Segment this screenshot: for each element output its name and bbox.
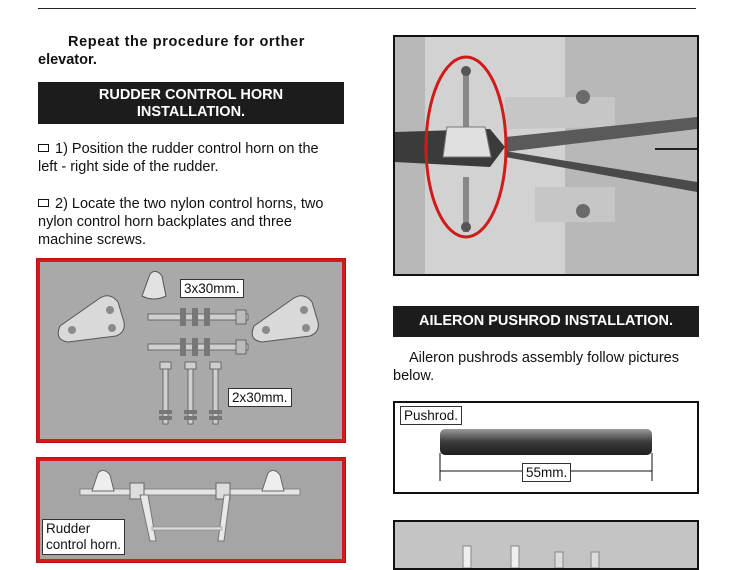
step-2-line-2: nylon control horn backplates and three [38,214,292,230]
step-2 [38,195,348,249]
aileron-text-line-2: below. [393,368,435,384]
step-2-line-3: machine screws. [38,232,146,248]
dimension-label: 55mm. [522,463,571,482]
intro-line-2: elevator. [38,52,97,68]
step-1-checkbox[interactable] [38,144,49,152]
section-header-line-2: INSTALLATION. [136,104,246,120]
section-header-rudder [38,82,344,124]
section-header-aileron: AILERON PUSHROD INSTALLATION. [393,306,699,337]
rudder-horn-label-line-2: control horn. [46,537,122,552]
top-rule [38,8,696,9]
pushrod-photo [393,401,699,494]
step-1-line-2: left - right side of the rudder. [38,159,219,175]
pushrod-parts-photo [393,520,699,570]
step-1-line-1: 1) Position the rudder control horn on the [55,141,319,157]
elevator-horn-illustration [395,37,697,274]
aileron-text-line-1: Aileron pushrods assembly follow pictures [409,350,679,366]
step-1 [38,140,348,176]
parts-label-2x30: 2x30mm. [228,388,292,407]
rudder-horn-photo [37,458,345,562]
section-header-line-1: RUDDER CONTROL HORN [98,87,284,103]
step-2-checkbox[interactable] [38,199,49,207]
elevator-horn-photo [393,35,699,276]
parts-photo [37,259,345,442]
pushrod-parts-illustration [395,522,697,568]
intro-line-1: Repeat the procedure for orther [68,34,305,50]
pushrod-label: Pushrod. [400,406,462,425]
parts-label-3x30: 3x30mm. [180,279,244,298]
rudder-horn-label [42,519,125,555]
step-2-line-1: 2) Locate the two nylon control horns, two [55,196,324,212]
aileron-text [393,349,703,385]
rudder-horn-label-line-1: Rudder [46,521,91,536]
